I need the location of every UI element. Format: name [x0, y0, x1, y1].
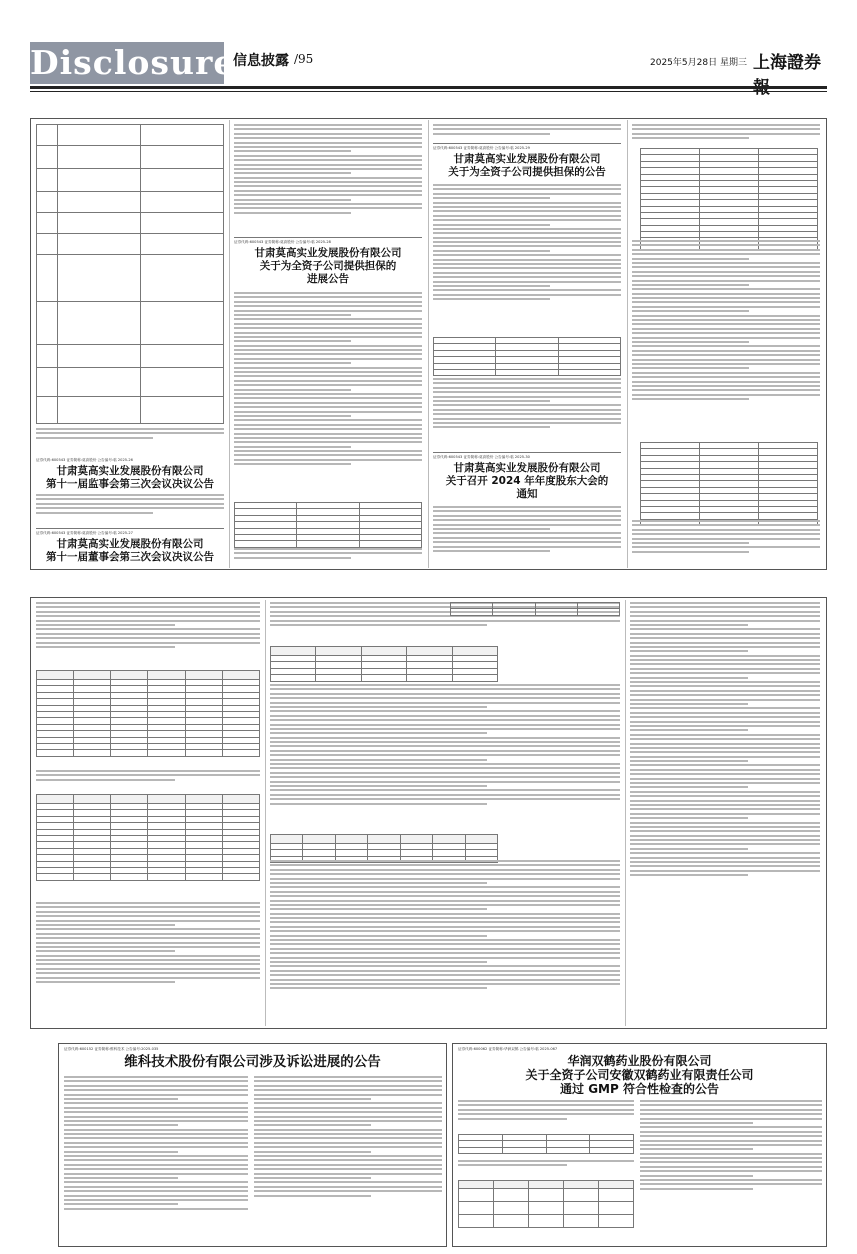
notice-divider: [234, 237, 422, 238]
indicator-table: [450, 602, 620, 616]
body-text: [36, 494, 224, 522]
notice-title-line: 关于为全资子公司提供担保的公告: [448, 166, 606, 178]
notice-title-line: 通知: [516, 488, 538, 500]
notice-title-line: 第十一届董事会第三次会议决议公告: [46, 551, 214, 563]
notice-title: 维科技术股份有限公司涉及诉讼进展的公告: [124, 1054, 381, 1070]
body-text: [36, 428, 224, 450]
notice-title-line: 关于召开 2024 年年度股东大会的: [445, 475, 609, 487]
voting-table: [640, 442, 818, 526]
section-title: 信息披露: [233, 53, 289, 69]
notice-meta: 证券代码:600543 证券简称:莫高股份 公告编号:临 2025-27: [36, 531, 133, 535]
body-text: [433, 378, 621, 448]
masthead-rule-thin: [30, 91, 827, 92]
notice-title-line: 甘肃莫高实业发展股份有限公司: [453, 462, 601, 474]
body-text: [270, 684, 620, 832]
financial-table: [234, 502, 422, 548]
notice-title: [433, 153, 621, 179]
body-text: [458, 1160, 634, 1178]
notice-title: [433, 462, 621, 501]
issue-date: 2025年5月28日 星期三: [650, 58, 747, 68]
proposal-table: [36, 124, 224, 424]
notice-title: [234, 247, 422, 286]
body-text: [433, 506, 621, 566]
body-text: [234, 124, 422, 234]
column-divider: [625, 600, 626, 1026]
notice-divider: [433, 452, 621, 453]
body-text: [433, 124, 621, 140]
notice-title-line: 甘肃莫高实业发展股份有限公司: [254, 247, 402, 259]
body-text: [632, 124, 820, 146]
project-table: [36, 794, 260, 881]
masthead-rule: [30, 86, 827, 89]
notice-title-line: 进展公告: [307, 273, 349, 285]
column-divider: [229, 120, 230, 568]
column-divider: [265, 600, 266, 1026]
notice-meta: 证券代码:600543 证券简称:莫高股份 公告编号:临 2025-30: [433, 455, 530, 459]
body-text: [632, 520, 820, 566]
brand-logo: Disclosure: [30, 43, 236, 82]
notice-title-line: 第十一届监事会第三次会议决议公告: [46, 478, 214, 490]
body-text: [254, 1076, 442, 1242]
body-text: [640, 1100, 822, 1242]
notice-title-line: 华润双鹤药业股份有限公司: [567, 1054, 712, 1068]
notice-title-line: 甘肃莫高实业发展股份有限公司: [453, 153, 601, 165]
voting-table: [640, 148, 818, 251]
body-text: [458, 1100, 634, 1130]
body-text: [632, 240, 820, 438]
body-text: [234, 292, 422, 498]
column-divider: [428, 120, 429, 568]
notice-divider: [36, 528, 224, 529]
body-text: [234, 548, 422, 566]
column-divider: [627, 120, 628, 568]
financial-table: [433, 337, 621, 376]
notice-title-line: 甘肃莫高实业发展股份有限公司: [56, 465, 204, 477]
notice-title: [36, 538, 224, 564]
revenue-table: [270, 646, 498, 682]
notice-title: [456, 1054, 823, 1096]
drug-table: [458, 1180, 634, 1228]
body-text: [64, 1076, 248, 1242]
body-text: [630, 602, 820, 1022]
notice-meta: 证券代码:600543 证券简称:莫高股份 公告编号:临 2025-29: [433, 146, 530, 150]
notice-title-line: 甘肃莫高实业发展股份有限公司: [56, 538, 204, 550]
body-text: [36, 902, 260, 1022]
body-text: [270, 860, 620, 1024]
notice-meta: 证券代码:600543 证券简称:莫高股份 公告编号:临 2025-28: [234, 240, 331, 244]
notice-meta: 证券代码:600543 证券简称:莫高股份 公告编号:临 2025-26: [36, 458, 133, 462]
drug-table: [458, 1134, 634, 1154]
notice-title-line: 关于全资子公司安徽双鹤药业有限责任公司: [525, 1068, 754, 1082]
body-text: [36, 770, 260, 792]
capacity-table: [270, 834, 498, 863]
notice-meta: 证券代码:600062 证券简称:华润双鹤 公告编号:临 2025-067: [458, 1047, 558, 1051]
page-number: /95: [294, 52, 314, 66]
newspaper-name: 上海證券: [753, 53, 821, 73]
body-text: [433, 184, 621, 334]
notice-meta: 证券代码:600152 证券简称:维科技术 公告编号:2025-035: [64, 1047, 159, 1051]
notice-title-line: 关于为全资子公司提供担保的: [259, 260, 397, 272]
masthead: [30, 42, 827, 84]
notice-title: [36, 465, 224, 491]
body-text: [36, 602, 260, 666]
notice-title-line: 通过 GMP 符合性检查的公告: [560, 1082, 719, 1096]
project-table: [36, 670, 260, 757]
notice-divider: [433, 143, 621, 144]
